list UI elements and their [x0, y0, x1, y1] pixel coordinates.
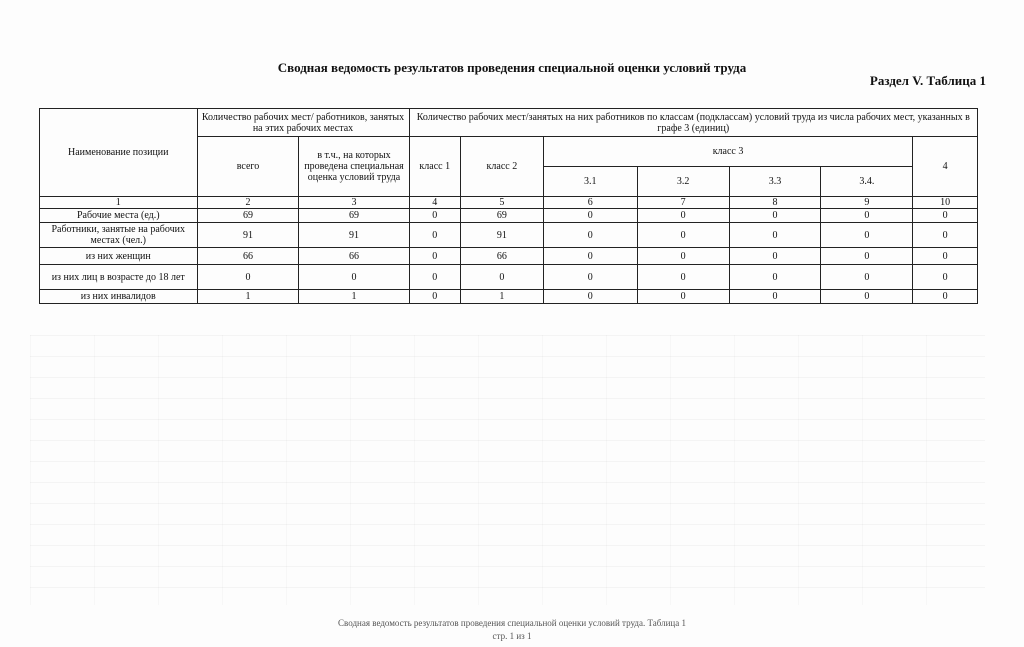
- table-cell: 0: [409, 223, 460, 248]
- header-class4: 4: [913, 137, 978, 197]
- table-cell: 66: [461, 248, 544, 265]
- table-cell: 0: [913, 223, 978, 248]
- table-cell: 0: [729, 265, 821, 290]
- table-cell: 0: [543, 209, 637, 223]
- table-cell: 0: [729, 290, 821, 304]
- footer-page-number: стр. 1 из 1: [492, 631, 532, 641]
- table-row: [40, 223, 978, 248]
- table-cell: 0: [821, 290, 913, 304]
- column-number: 2: [197, 197, 299, 209]
- table-cell: 91: [461, 223, 544, 248]
- row-label: из них лиц в возрасте до 18 лет: [40, 265, 198, 290]
- table-cell: 0: [729, 248, 821, 265]
- document-title: Сводная ведомость результатов проведения специальной оценки условий труда: [277, 60, 747, 75]
- table-cell: 0: [821, 209, 913, 223]
- table-cell: 0: [821, 248, 913, 265]
- table-cell: 0: [543, 248, 637, 265]
- section-label: Раздел V. Таблица 1: [869, 73, 986, 88]
- header-class3: класс 3: [543, 137, 913, 167]
- bleed-through-background: [30, 335, 985, 605]
- table-cell: 0: [409, 248, 460, 265]
- table-cell: 0: [197, 265, 299, 290]
- table-body: [40, 209, 978, 304]
- table-cell: 0: [409, 265, 460, 290]
- column-number: 6: [543, 197, 637, 209]
- table-cell: 0: [729, 209, 821, 223]
- table-cell: 91: [197, 223, 299, 248]
- table-cell: 0: [543, 265, 637, 290]
- header-classes-group: Количество рабочих мест/занятых на них работников по классам (подклассам) условий труда из числа рабочих мест, указанных в графе 3 (единиц): [409, 109, 977, 137]
- column-number: 3: [299, 197, 409, 209]
- table-row: [40, 248, 978, 265]
- table-row: [40, 265, 978, 290]
- column-number: 10: [913, 197, 978, 209]
- table-cell: 0: [543, 223, 637, 248]
- table-cell: 0: [913, 290, 978, 304]
- row-label: Работники, занятые на рабочих местах (чел.): [40, 223, 198, 248]
- column-number: 8: [729, 197, 821, 209]
- table-cell: 1: [299, 290, 409, 304]
- table-cell: 66: [197, 248, 299, 265]
- header-sub-3-3: 3.3: [729, 167, 821, 197]
- table-cell: 66: [299, 248, 409, 265]
- row-label: из них женщин: [40, 248, 198, 265]
- header-class2: класс 2: [461, 137, 544, 197]
- header-sub-3-4: 3.4.: [821, 167, 913, 197]
- table-cell: 1: [461, 290, 544, 304]
- column-number: 7: [637, 197, 729, 209]
- table-cell: 0: [637, 290, 729, 304]
- table-cell: 69: [197, 209, 299, 223]
- table-cell: 0: [543, 290, 637, 304]
- header-sub-3-2: 3.2: [637, 167, 729, 197]
- row-label: из них инвалидов: [40, 290, 198, 304]
- header-class1: класс 1: [409, 137, 460, 197]
- header-sub-3-1: 3.1: [543, 167, 637, 197]
- table-row: [40, 209, 978, 223]
- table-cell: 0: [299, 265, 409, 290]
- page-footer: [0, 617, 1024, 643]
- row-label: Рабочие места (ед.): [40, 209, 198, 223]
- header-qty-group: Количество рабочих мест/ работников, занятых на этих рабочих местах: [197, 109, 409, 137]
- table-cell: 0: [637, 209, 729, 223]
- table-cell: 0: [729, 223, 821, 248]
- table-cell: 0: [409, 209, 460, 223]
- header-name: Наименование позиции: [40, 109, 198, 197]
- table-cell: 91: [299, 223, 409, 248]
- header-total: всего: [197, 137, 299, 197]
- summary-table: [39, 108, 978, 304]
- table-cell: 0: [821, 265, 913, 290]
- column-number: 1: [40, 197, 198, 209]
- table-cell: 0: [637, 223, 729, 248]
- table-row: [40, 290, 978, 304]
- column-number: 5: [461, 197, 544, 209]
- table-cell: 0: [409, 290, 460, 304]
- header-assessed: в т.ч., на которых проведена специальная оценка условий труда: [299, 137, 409, 197]
- footer-title: Сводная ведомость результатов проведения специальной оценки условий труда. Таблица 1: [338, 618, 686, 628]
- table-cell: 0: [913, 209, 978, 223]
- column-number: 4: [409, 197, 460, 209]
- table-cell: 0: [913, 265, 978, 290]
- column-number: 9: [821, 197, 913, 209]
- table-cell: 69: [461, 209, 544, 223]
- table-cell: 0: [461, 265, 544, 290]
- table-cell: 0: [913, 248, 978, 265]
- table-cell: 0: [637, 265, 729, 290]
- table-cell: 69: [299, 209, 409, 223]
- table-cell: 0: [637, 248, 729, 265]
- table-cell: 0: [821, 223, 913, 248]
- table-cell: 1: [197, 290, 299, 304]
